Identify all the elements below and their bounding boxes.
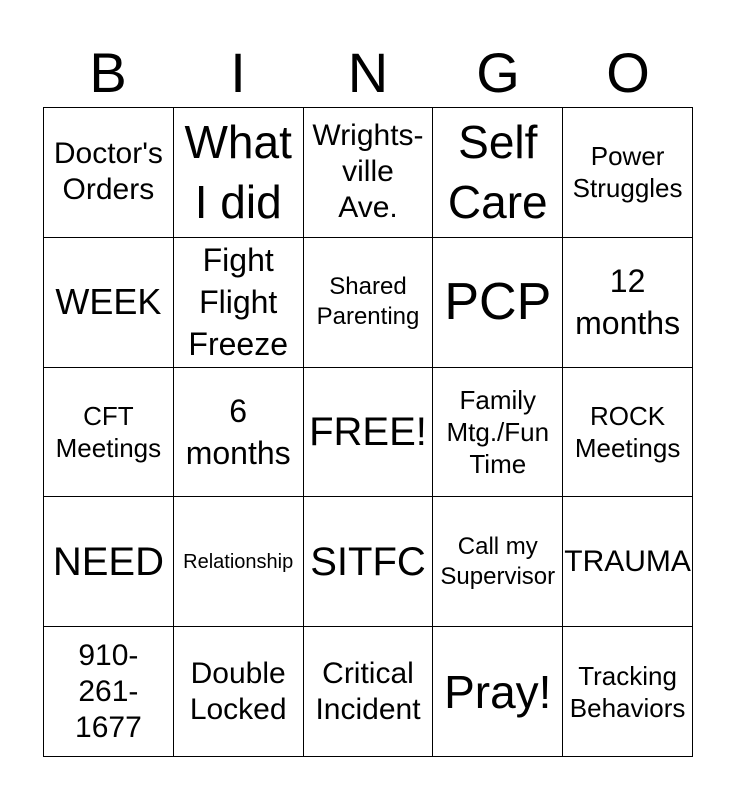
cell-text: Relationship <box>183 550 294 573</box>
bingo-cell-r2c4[interactable] <box>433 238 563 368</box>
cell-text: Tracking Behaviors <box>569 660 686 723</box>
bingo-cell-r1c2[interactable] <box>174 108 304 238</box>
bingo-cell-r4c4[interactable] <box>433 497 563 627</box>
cell-text: CFT Meetings <box>55 400 162 463</box>
bingo-cell-r4c2[interactable] <box>174 497 304 627</box>
cell-text: PCP <box>444 273 552 332</box>
cell-text: WEEK <box>55 281 162 323</box>
cell-text: Family Mtg./Fun Time <box>446 384 550 479</box>
bingo-cell-r5c2[interactable] <box>174 627 304 757</box>
cell-text: SITFC <box>310 539 426 584</box>
bingo-cell-r3c1[interactable] <box>44 368 174 498</box>
bingo-cell-r2c5[interactable] <box>563 238 693 368</box>
bingo-cell-r5c3[interactable] <box>304 627 434 757</box>
bingo-card-grid <box>43 107 693 757</box>
cell-text: 12 months <box>575 263 681 342</box>
bingo-cell-r4c5[interactable] <box>563 497 693 627</box>
bingo-cell-r5c1[interactable] <box>44 627 174 757</box>
bingo-cell-r2c3[interactable] <box>304 238 434 368</box>
cell-text: Pray! <box>444 665 552 718</box>
bingo-cell-r1c5[interactable] <box>563 108 693 238</box>
cell-text: TRAUMA <box>564 544 691 578</box>
bingo-cell-r1c3[interactable] <box>304 108 434 238</box>
cell-text: ROCK Meetings <box>574 400 681 463</box>
header-letter-i: I <box>230 41 246 104</box>
header-letter-n: N <box>347 41 389 104</box>
bingo-cell-r5c5[interactable] <box>563 627 693 757</box>
bingo-cell-r2c2[interactable] <box>174 238 304 368</box>
bingo-cell-r3c4[interactable] <box>433 368 563 498</box>
bingo-cell-r2c1[interactable] <box>44 238 174 368</box>
bingo-cell-r1c4[interactable] <box>433 108 563 238</box>
cell-text: Power Struggles <box>572 141 683 204</box>
cell-text: Critical Incident <box>315 656 421 726</box>
bingo-cell-r4c1[interactable] <box>44 497 174 627</box>
bingo-cell-r1c1[interactable] <box>44 108 174 238</box>
cell-text: Shared Parenting <box>316 273 420 331</box>
cell-text: Double Locked <box>189 656 287 726</box>
cell-text: Call my Supervisor <box>440 532 556 590</box>
cell-text: Wrights- ville Ave. <box>312 119 424 225</box>
bingo-cell-r4c3[interactable] <box>304 497 434 627</box>
header-letter-g: G <box>476 41 520 104</box>
cell-text: 6 months <box>185 392 291 471</box>
bingo-cell-r3c3[interactable] <box>304 368 434 498</box>
bingo-cell-r5c4[interactable] <box>433 627 563 757</box>
cell-text: What I did <box>184 116 292 229</box>
cell-text: NEED <box>52 539 164 584</box>
cell-text: Fight Flight Freeze <box>188 242 288 363</box>
cell-text: 910- 261- 1677 <box>75 638 142 744</box>
header-letter-o: O <box>606 41 650 104</box>
header-letter-b: B <box>89 41 127 104</box>
bingo-cell-r3c2[interactable] <box>174 368 304 498</box>
cell-text: FREE! <box>309 409 427 454</box>
bingo-header <box>43 42 693 104</box>
bingo-cell-r3c5[interactable] <box>563 368 693 498</box>
cell-text: Doctor's Orders <box>53 137 163 207</box>
cell-text: Self Care <box>447 116 548 229</box>
